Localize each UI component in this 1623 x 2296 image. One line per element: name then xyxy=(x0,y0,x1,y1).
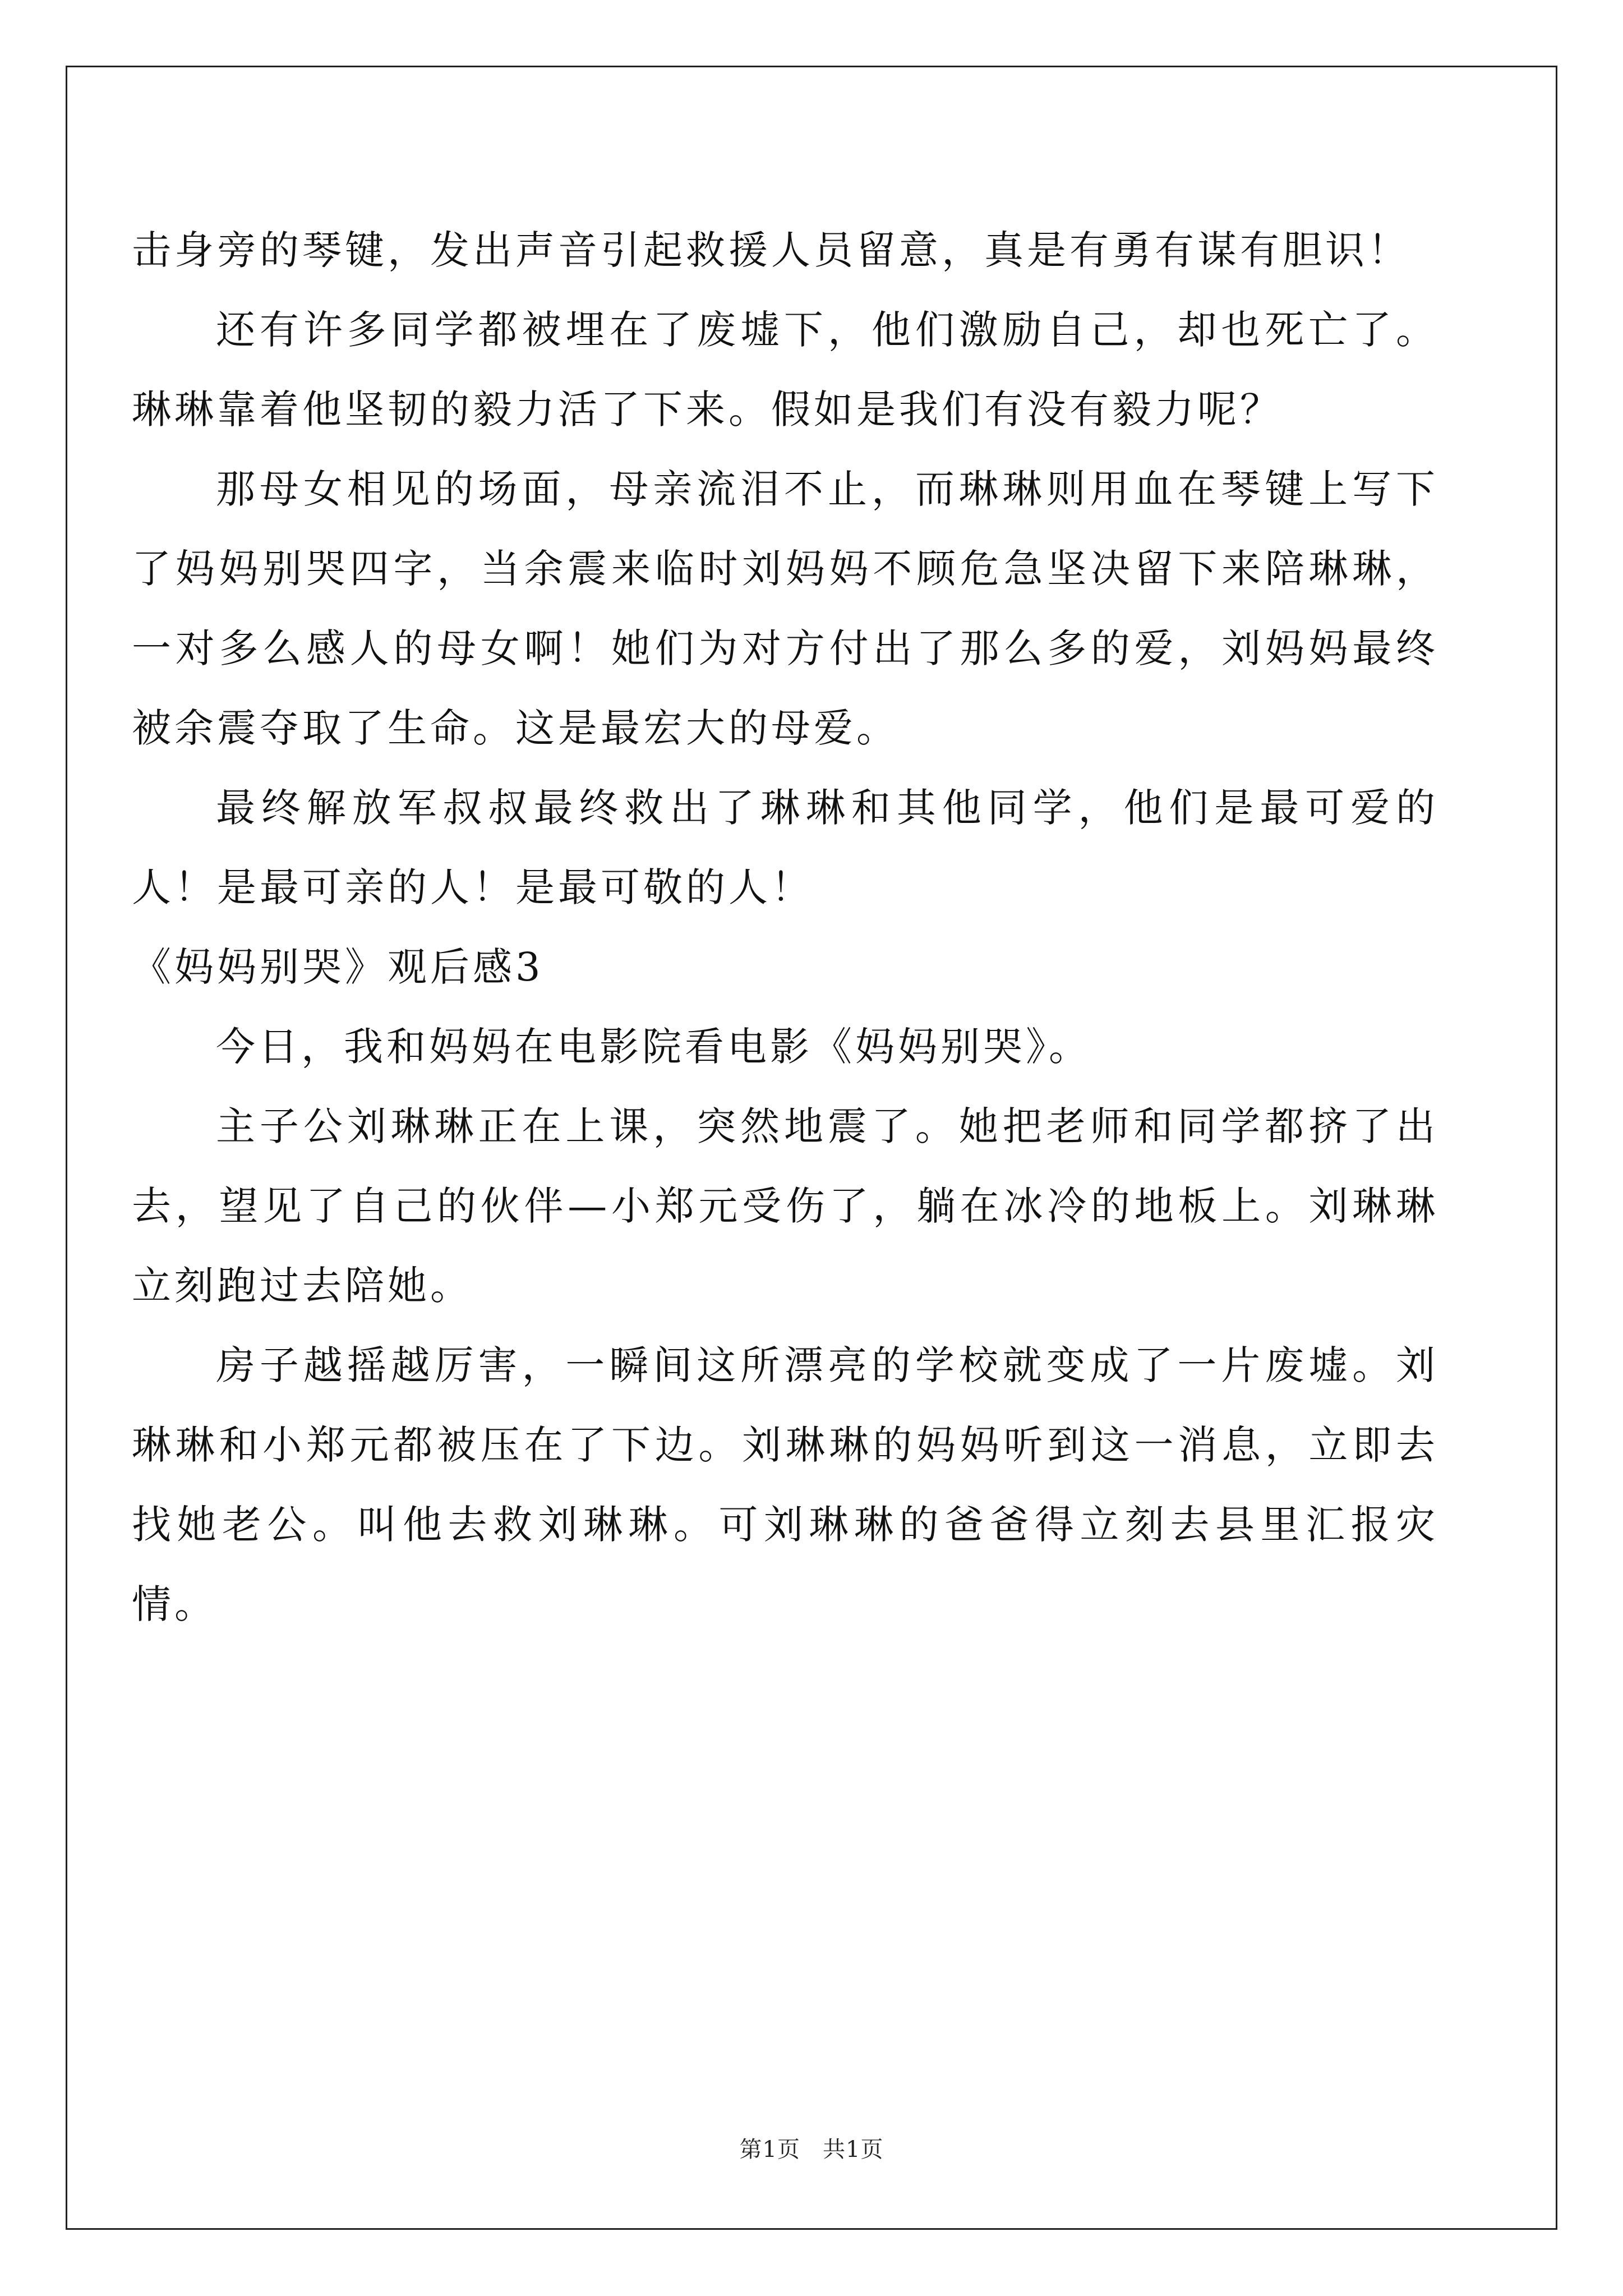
paragraph-6: 主子公刘琳琳正在上课，突然地震了。她把老师和同学都挤了出去，望见了自己的伙伴—小郑元受伤了，躺在冰冷的地板上。刘琳琳立刻跑过去陪她。 xyxy=(132,1103,1438,1309)
paragraph-5: 今日，我和妈妈在电影院看电影《妈妈别哭》。 xyxy=(216,1024,1091,1070)
page-number-current: 第1页 xyxy=(739,2137,800,2162)
paragraph-3: 那母女相见的场面，母亲流泪不止，而琳琳则用血在琴键上写下了妈妈别哭四字，当余震来临时刘妈妈不顾危急坚决留下来陪琳琳，一对多么感人的母女啊！她们为对方付出了那么多的爱，刘妈妈最终被余震夺取了生命。这是最宏大的母爱。 xyxy=(132,466,1438,751)
section-heading: 《妈妈别哭》观后感3 xyxy=(132,944,544,990)
paragraph-7: 房子越摇越厉害，一瞬间这所漂亮的学校就变成了一片废墟。刘琳琳和小郑元都被压在了下边。刘琳琳的妈妈听到这一消息，立即去找她老公。叫他去救刘琳琳。可刘琳琳的爸爸得立刻去县里汇报灾情。 xyxy=(132,1342,1438,1627)
paragraph-1: 击身旁的琴键，发出声音引起救援人员留意，真是有勇有谋有胆识！ xyxy=(132,227,1410,273)
page-footer xyxy=(0,2132,1623,2164)
page-number-total: 共1页 xyxy=(823,2137,884,2162)
paragraph-4: 最终解放军叔叔最终救出了琳琳和其他同学，他们是最可爱的人！是最可亲的人！是最可敬的人！ xyxy=(132,785,1438,910)
document-body xyxy=(132,210,1438,1644)
paragraph-2: 还有许多同学都被埋在了废墟下，他们激励自己，却也死亡了。琳琳靠着他坚韧的毅力活了下来。假如是我们有没有毅力呢？ xyxy=(132,307,1438,432)
